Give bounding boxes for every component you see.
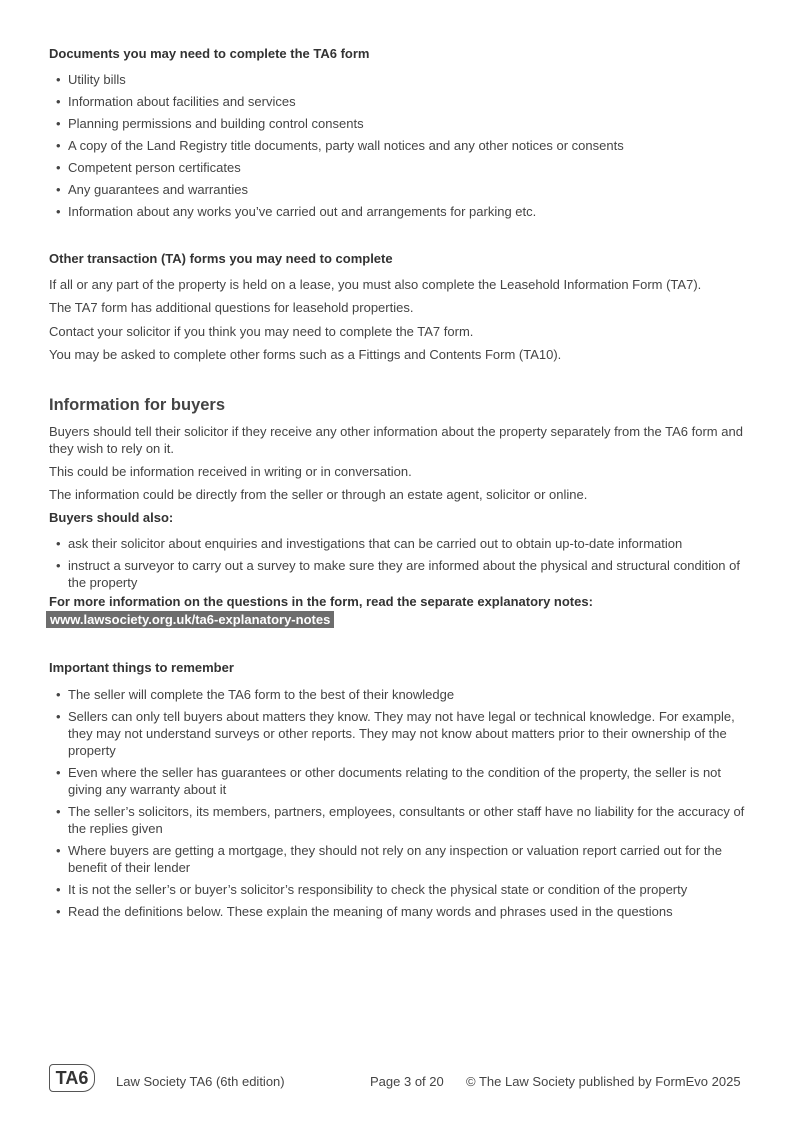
documents-heading: Documents you may need to complete the TA6 form bbox=[49, 46, 370, 61]
page-number: Page 3 of 20 bbox=[370, 1074, 444, 1089]
list-item: • Utility bills bbox=[49, 71, 764, 88]
important-list bbox=[49, 686, 754, 920]
list-item: • Read the definitions below. These explain the meaning of many words and phrases used in the questions bbox=[49, 903, 754, 920]
explanatory-notes-link-wrap bbox=[49, 611, 334, 629]
paragraph: The TA7 form has additional questions for leasehold properties. bbox=[49, 300, 414, 315]
copyright-text: © The Law Society published by FormEvo 2025 bbox=[466, 1074, 741, 1089]
list-item: • Information about facilities and services bbox=[49, 93, 764, 110]
list-item: • It is not the seller’s or buyer’s solicitor’s responsibility to check the physical state or condition of the property bbox=[49, 881, 754, 898]
list-item: • Information about any works you’ve carried out and arrangements for parking etc. bbox=[49, 203, 764, 220]
list-item: • instruct a surveyor to carry out a survey to make sure they are informed about the physical and structural condition of the property bbox=[49, 557, 754, 591]
buyers-subheading: Buyers should also: bbox=[49, 510, 174, 525]
explanatory-notes-link[interactable]: www.lawsociety.org.uk/ta6-explanatory-notes bbox=[46, 611, 334, 628]
list-item: • The seller will complete the TA6 form to the best of their knowledge bbox=[49, 686, 754, 703]
paragraph: Buyers should tell their solicitor if they receive any other information about the property separately from the TA6 form and they wish to rely on it. bbox=[49, 424, 743, 456]
list-item: • The seller’s solicitors, its members, partners, employees, consultants or other staff have no liability for the accuracy of the replies given bbox=[49, 803, 754, 837]
page-footer bbox=[0, 1064, 800, 1096]
list-item: • ask their solicitor about enquiries and investigations that can be carried out to obtain up-to-date information bbox=[49, 535, 754, 552]
buyers-list bbox=[49, 535, 754, 591]
important-heading: Important things to remember bbox=[49, 660, 234, 675]
list-item: • Any guarantees and warranties bbox=[49, 181, 764, 198]
more-info-text: For more information on the questions in the form, read the separate explanatory notes: bbox=[49, 594, 593, 609]
list-item: • Sellers can only tell buyers about matters they know. They may not have legal or technical knowledge. For example, they may not understand surveys or other reports. They may not know about matters prior to their ownership of the property bbox=[49, 708, 754, 759]
list-item: • Planning permissions and building control consents bbox=[49, 115, 764, 132]
paragraph: Contact your solicitor if you think you may need to complete the TA7 form. bbox=[49, 324, 474, 339]
paragraph: If all or any part of the property is held on a lease, you must also complete the Leasehold Information Form (TA7). bbox=[49, 277, 702, 292]
other-forms-heading: Other transaction (TA) forms you may need to complete bbox=[49, 251, 393, 266]
list-item: • A copy of the Land Registry title documents, party wall notices and any other notices or consents bbox=[49, 137, 764, 154]
documents-list bbox=[49, 71, 764, 220]
list-item: • Competent person certificates bbox=[49, 159, 764, 176]
buyers-heading: Information for buyers bbox=[49, 396, 226, 414]
ta6-logo: TA6 bbox=[49, 1064, 95, 1092]
edition-label: Law Society TA6 (6th edition) bbox=[116, 1074, 285, 1089]
list-item: • Where buyers are getting a mortgage, they should not rely on any inspection or valuation report carried out for the benefit of their lender bbox=[49, 842, 754, 876]
paragraph: The information could be directly from the seller or through an estate agent, solicitor or online. bbox=[49, 487, 588, 502]
paragraph: You may be asked to complete other forms such as a Fittings and Contents Form (TA10). bbox=[49, 347, 562, 362]
paragraph: This could be information received in writing or in conversation. bbox=[49, 464, 412, 479]
list-item: • Even where the seller has guarantees or other documents relating to the condition of the property, the seller is not giving any warranty about it bbox=[49, 764, 754, 798]
